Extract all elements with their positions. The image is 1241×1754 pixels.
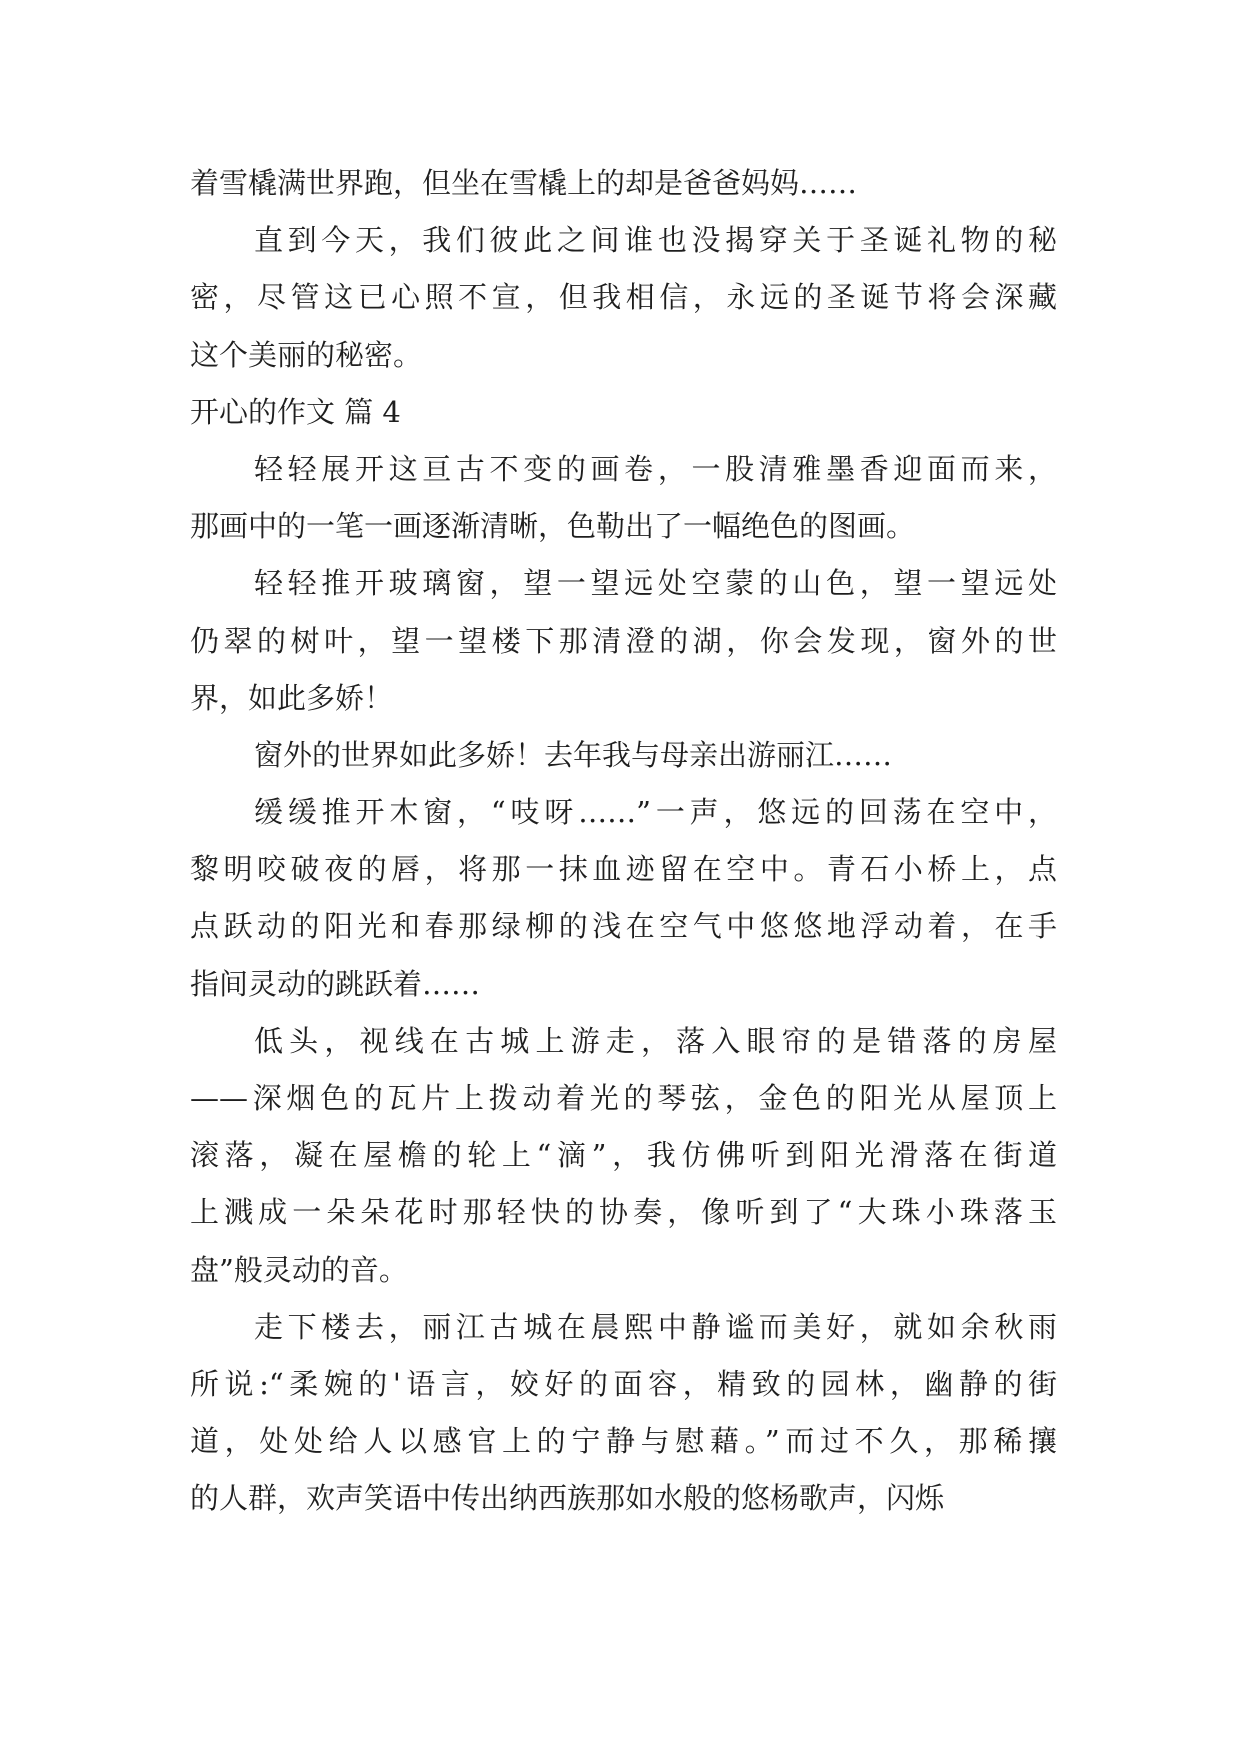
paragraph-line: 走下楼去，丽江古城在晨熙中静谧而美好，就如余秋雨 (254, 1309, 1057, 1344)
paragraph-line: 滚落，凝在屋檐的轮上“滴”，我仿佛听到阳光滑落在街道 (190, 1138, 1057, 1173)
paragraph-line: 这个美丽的秘密。 (190, 337, 423, 372)
paragraph-line: ——深烟色的瓦片上拨动着光的琴弦，金色的阳光从屋顶上 (190, 1081, 1057, 1115)
essay-text-column (190, 155, 1057, 1528)
paragraph-line: 窗外的世界如此多娇！去年我与母亲出游丽江…… (254, 737, 893, 772)
paragraph-line: 低头，视线在古城上游走，落入眼帘的是错落的房屋 (254, 1023, 1057, 1058)
paragraph (190, 155, 1057, 212)
paragraph-line: 黎明咬破夜的唇，将那一抹血迹留在空中。青石小桥上，点 (190, 852, 1057, 887)
paragraph-line: 道，处处给人以感官上的宁静与慰藉。”而过不久，那稀攘 (190, 1424, 1057, 1459)
paragraph-line: 所说:“柔婉的'语言，姣好的面容，精致的园林，幽静的街 (190, 1366, 1057, 1401)
paragraph (190, 441, 1057, 555)
paragraph (190, 555, 1057, 727)
paragraph (190, 727, 1057, 784)
paragraph (190, 784, 1057, 1013)
paragraph-line: 界，如此多娇！ (190, 680, 394, 715)
paragraph-line: 直到今天，我们彼此之间谁也没揭穿关于圣诞礼物的秘 (254, 223, 1057, 258)
paragraph-line: 的人群，欢声笑语中传出纳西族那如水般的悠杨歌声，闪烁 (190, 1481, 945, 1516)
paragraph-line: 缓缓推开木窗，“吱呀……”一声，悠远的回荡在空中， (254, 795, 1057, 830)
paragraph-line: 那画中的一笔一画逐渐清晰，色勒出了一幅绝色的图画。 (190, 509, 916, 544)
paragraph-line: 轻轻展开这亘古不变的画卷，一股清雅墨香迎面而来， (254, 451, 1057, 486)
heading-line: 开心的作文 篇 4 (190, 394, 401, 429)
paragraph-line: 密，尽管这已心照不宣，但我相信，永远的圣诞节将会深藏 (190, 280, 1057, 315)
paragraph-line: 指间灵动的跳跃着…… (190, 966, 481, 1001)
paragraph-line: 上溅成一朵朵花时那轻快的协奏，像听到了“大珠小珠落玉 (190, 1195, 1057, 1230)
paragraph-line: 盘”般灵动的音。 (190, 1252, 408, 1287)
paragraph (190, 212, 1057, 384)
paragraph-line: 仍翠的树叶，望一望楼下那清澄的湖，你会发现，窗外的世 (190, 623, 1057, 658)
paragraph-line: 轻轻推开玻璃窗，望一望远处空蒙的山色，望一望远处 (254, 566, 1057, 601)
paragraph-line: 着雪橇满世界跑，但坐在雪橇上的却是爸爸妈妈…… (190, 166, 858, 200)
paragraph (190, 1013, 1057, 1299)
paragraph-line: 点跃动的阳光和春那绿柳的浅在空气中悠悠地浮动着，在手 (190, 909, 1057, 944)
paragraph (190, 1299, 1057, 1528)
section-heading (190, 384, 1057, 441)
